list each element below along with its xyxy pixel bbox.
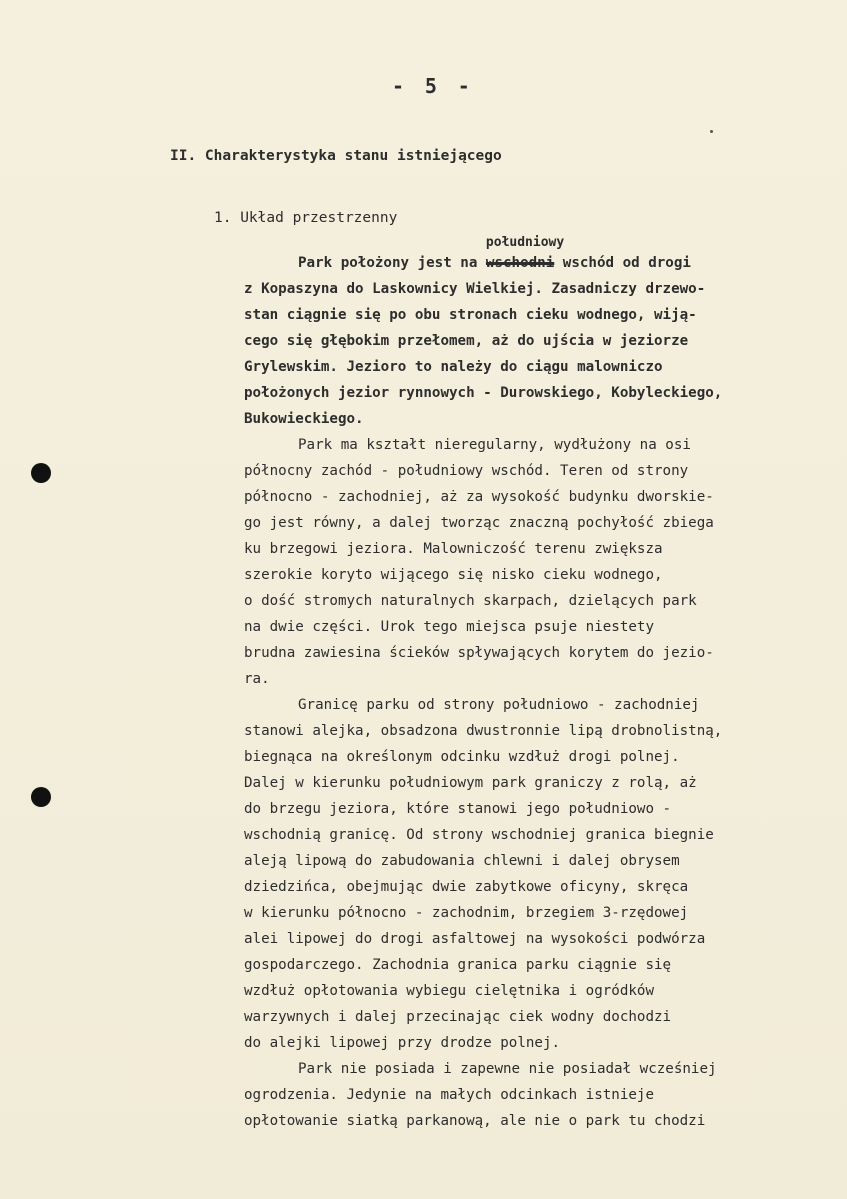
text-line: ra. xyxy=(244,671,270,687)
text-line: warzywnych i dalej przecinając ciek wodny dochodzi xyxy=(244,1009,672,1025)
text-line: alei lipowej do drogi asfaltowej na wysokości podwórza xyxy=(244,931,706,947)
text-line: biegnąca na określonym odcinku wzdłuż drogi polnej. xyxy=(244,749,680,765)
text-line: na dwie części. Urok tego miejsca psuje niestety xyxy=(244,619,654,635)
text-line: opłotowanie siatką parkanową, ale nie o park tu chodzi xyxy=(244,1113,706,1129)
text-line: brudna zawiesina ścieków spływających korytem do jezio- xyxy=(244,645,714,661)
punch-hole-upper xyxy=(31,463,51,483)
subsection-title: 1. Układ przestrzenny xyxy=(214,210,398,226)
text-line: stan ciągnie się po obu stronach cieku wodnego, wiją- xyxy=(244,307,697,323)
text-line: go jest równy, a dalej tworząc znaczną pochyłość zbiega xyxy=(244,515,714,531)
punch-hole-lower xyxy=(31,787,51,807)
text-line: Grylewskim. Jezioro to należy do ciągu malowniczo xyxy=(244,359,663,375)
text-line: północny zachód - południowy wschód. Teren od strony xyxy=(244,463,689,479)
text-line: do brzegu jeziora, które stanowi jego południowo - xyxy=(244,801,672,817)
text-line: Dalej w kierunku południowym park graniczy z rolą, aż xyxy=(244,775,697,791)
text-line: w kierunku północno - zachodnim, brzegiem 3-rzędowej xyxy=(244,905,689,921)
paragraph-1-line-1-end: wschód od drogi xyxy=(554,255,691,271)
handwritten-correction xyxy=(485,235,565,276)
text-line: szerokie koryto wijącego się nisko cieku wodnego, xyxy=(244,567,663,583)
text-line: dziedzińca, obejmując dwie zabytkowe oficyny, skręca xyxy=(244,879,689,895)
paragraph-2-line-1: Park ma kształt nieregularny, wydłużony na osi xyxy=(298,437,691,453)
text-line: gospodarczego. Zachodnia granica parku ciągnie się xyxy=(244,957,672,973)
page-number: - 5 - xyxy=(392,74,475,98)
paragraph-4-line-1: Park nie posiada i zapewne nie posiadał wcześniej xyxy=(298,1061,717,1077)
text-line: ku brzegowi jeziora. Malowniczość terenu zwiększa xyxy=(244,541,663,557)
section-title: II. Charakterystyka stanu istniejącego xyxy=(170,148,502,164)
struck-word: wschodni xyxy=(485,255,555,271)
text-line: położonych jezior rynnowych - Durowskiego, Kobyleckiego, xyxy=(244,385,723,401)
paragraph-3-line-1: Granicę parku od strony południowo - zachodniej xyxy=(298,697,700,713)
text-line: ogrodzenia. Jedynie na małych odcinkach istnieje xyxy=(244,1087,654,1103)
text-line: z Kopaszyna do Laskownicy Wielkiej. Zasadniczy drzewo- xyxy=(244,281,706,297)
text-line: północno - zachodniej, aż za wysokość budynku dworskie- xyxy=(244,489,714,505)
text-line: wschodnią granicę. Od strony wschodniej granica biegnie xyxy=(244,827,714,843)
text-line: cego się głębokim przełomem, aż do ujścia w jeziorze xyxy=(244,333,689,349)
paragraph-1-line-1-start: Park położony jest na xyxy=(298,255,486,271)
text-line: stanowi alejka, obsadzona dwustronnie lipą drobnolistną, xyxy=(244,723,723,739)
text-line: wzdłuż opłotowania wybiegu cielętnika i ogródków xyxy=(244,983,654,999)
text-line: o dość stromych naturalnych skarpach, dzielących park xyxy=(244,593,697,609)
paper-speck xyxy=(710,130,713,133)
text-line: do alejki lipowej przy drodze polnej. xyxy=(244,1035,561,1051)
text-line: aleją lipową do zabudowania chlewni i dalej obrysem xyxy=(244,853,680,869)
paragraph-1-line-1 xyxy=(244,235,824,276)
text-line: Bukowieckiego. xyxy=(244,411,364,427)
inserted-word: południowy xyxy=(485,235,565,250)
body-text xyxy=(244,235,824,1134)
